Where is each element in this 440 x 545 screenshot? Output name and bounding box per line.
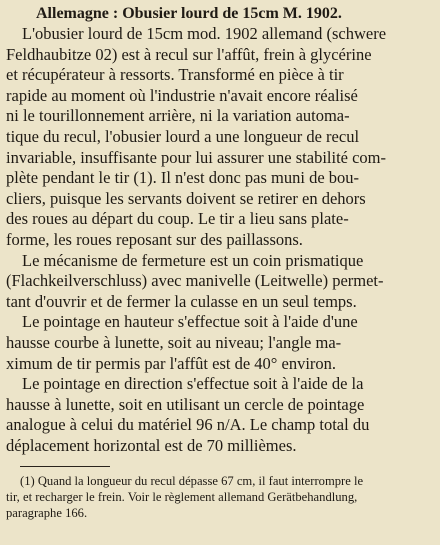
text-line: et récupérateur à ressorts. Transformé en pièce à tir bbox=[6, 65, 344, 85]
paragraph-2 bbox=[6, 251, 436, 313]
text-line: Feldhaubitze 02) est à recul sur l'affût, frein à glycérine bbox=[6, 44, 372, 64]
paragraph-3 bbox=[6, 312, 436, 374]
footnote-line: tir, et recharger le frein. Voir le règlement allemand Gerätbehandlung, bbox=[6, 490, 358, 505]
text-line: Le pointage en direction s'effectue soit à l'aide de la bbox=[22, 374, 364, 394]
text-line: Le mécanisme de fermeture est un coin prismatique bbox=[22, 250, 364, 270]
text-line: des roues au départ du coup. Le tir a lieu sans plate- bbox=[6, 209, 349, 229]
text-line: hausse à lunette, soit en utilisant un cercle de pointage bbox=[6, 394, 365, 414]
footnote-line: (1) Quand la longueur du recul dépasse 67 cm, il faut interrompre le bbox=[20, 474, 364, 489]
text-line: L'obusier lourd de 15cm mod. 1902 allemand (schwere bbox=[22, 24, 387, 43]
text-line: rapide au moment où l'industrie n'avait encore réalisé bbox=[6, 85, 358, 105]
footnote-divider bbox=[20, 466, 110, 467]
text-line: (Flachkeilverschluss) avec manivelle (Leitwelle) permet- bbox=[6, 271, 384, 291]
text-line: analogue à celui du matériel 96 n/A. Le champ total du bbox=[6, 415, 370, 435]
text-line: cliers, puisque les servants doivent se retirer en dehors bbox=[6, 188, 366, 208]
section-title: Allemagne : Obusier lourd de 15cm M. 1902. bbox=[36, 5, 342, 22]
text-line: déplacement horizontal est de 70 millièmes. bbox=[6, 435, 297, 455]
paragraph-4 bbox=[6, 374, 436, 456]
text-line: invariable, insuffisante pour lui assurer une stabilité com- bbox=[6, 147, 387, 167]
paragraph-1 bbox=[6, 24, 436, 251]
text-line: tique du recul, l'obusier lourd a une longueur de recul bbox=[6, 126, 360, 146]
footnote-line: paragraphe 166. bbox=[6, 506, 88, 521]
text-line: Le pointage en hauteur s'effectue soit à l'aide d'une bbox=[22, 312, 358, 332]
text-line: ni le tourillonnement arrière, ni la variation automa- bbox=[6, 106, 350, 126]
document-page bbox=[6, 3, 436, 521]
text-line: ximum de tir permis par l'affût est de 40° environ. bbox=[6, 353, 337, 373]
text-line: tant d'ouvrir et de fermer la culasse en un seul temps. bbox=[6, 291, 357, 311]
text-line: forme, les roues reposant sur des paillassons. bbox=[6, 229, 303, 249]
footnote bbox=[6, 473, 436, 521]
text-line: plète pendant le tir (1). Il n'est donc pas muni de bou- bbox=[6, 168, 360, 188]
text-line: hausse courbe à lunette, soit au niveau; l'angle ma- bbox=[6, 332, 342, 352]
